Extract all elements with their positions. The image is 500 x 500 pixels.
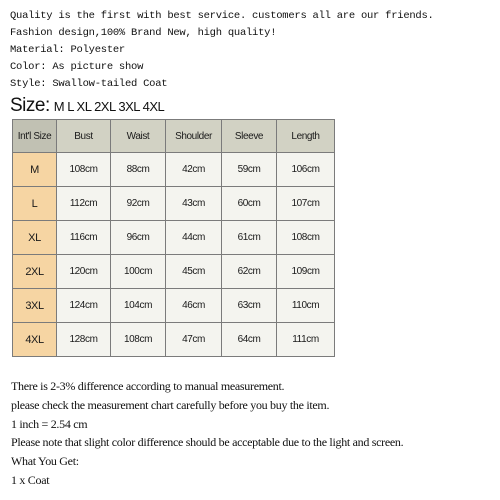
- bust-cell: 128cm: [57, 323, 111, 357]
- table-row: [13, 255, 335, 289]
- waist-cell: 108cm: [111, 323, 166, 357]
- shoulder-cell: 42cm: [166, 153, 222, 187]
- size-cell: XL: [13, 221, 57, 255]
- size-chart-header-row: [13, 120, 335, 153]
- length-cell: 110cm: [277, 289, 335, 323]
- table-row: [13, 153, 335, 187]
- length-cell: 111cm: [277, 323, 335, 357]
- bust-cell: 116cm: [57, 221, 111, 255]
- header-sleeve: Sleeve: [222, 120, 277, 153]
- waist-cell: 100cm: [111, 255, 166, 289]
- waist-cell: 88cm: [111, 153, 166, 187]
- fashion-design-statement: Fashion design,100% Brand New, high quality!: [10, 27, 277, 39]
- size-cell: 4XL: [13, 323, 57, 357]
- size-chart-table: [12, 119, 335, 357]
- bust-cell: 108cm: [57, 153, 111, 187]
- length-cell: 106cm: [277, 153, 335, 187]
- size-heading: [10, 95, 164, 117]
- material-line: Material: Polyester: [10, 44, 125, 56]
- shoulder-cell: 43cm: [166, 187, 222, 221]
- sleeve-cell: 63cm: [222, 289, 277, 323]
- quality-statement: Quality is the first with best service. customers all are our friends.: [10, 10, 434, 22]
- bust-cell: 120cm: [57, 255, 111, 289]
- waist-cell: 104cm: [111, 289, 166, 323]
- style-line: Style: Swallow-tailed Coat: [10, 78, 168, 90]
- sleeve-cell: 60cm: [222, 187, 277, 221]
- shoulder-cell: 46cm: [166, 289, 222, 323]
- color-line: Color: As picture show: [10, 61, 144, 73]
- bust-cell: 124cm: [57, 289, 111, 323]
- header-length: Length: [277, 120, 335, 153]
- package-heading: What You Get:: [11, 454, 79, 469]
- size-label: Size:: [10, 95, 50, 116]
- shoulder-cell: 45cm: [166, 255, 222, 289]
- size-cell: 2XL: [13, 255, 57, 289]
- header-intl-size: Int'l Size: [13, 120, 57, 153]
- header-waist: Waist: [111, 120, 166, 153]
- color-difference-note: Please note that slight color difference should be acceptable due to the light and screen.: [11, 435, 404, 450]
- sleeve-cell: 61cm: [222, 221, 277, 255]
- length-cell: 107cm: [277, 187, 335, 221]
- size-list: M L XL 2XL 3XL 4XL: [53, 99, 165, 114]
- header-bust: Bust: [57, 120, 111, 153]
- header-shoulder: Shoulder: [166, 120, 222, 153]
- table-row: [13, 187, 335, 221]
- bust-cell: 112cm: [57, 187, 111, 221]
- package-contents: 1 x Coat: [11, 472, 50, 487]
- size-cell: L: [13, 187, 57, 221]
- check-chart-note: please check the measurement chart carefully before you buy the item.: [11, 397, 330, 412]
- waist-cell: 92cm: [111, 187, 166, 221]
- sleeve-cell: 64cm: [222, 323, 277, 357]
- waist-cell: 96cm: [111, 221, 166, 255]
- table-row: [13, 323, 335, 357]
- measurement-notes: [11, 377, 497, 490]
- product-description: [10, 8, 490, 93]
- length-cell: 109cm: [277, 255, 335, 289]
- difference-note: There is 2-3% difference according to manual measurement.: [11, 379, 285, 393]
- shoulder-cell: 47cm: [166, 323, 222, 357]
- length-cell: 108cm: [277, 221, 335, 255]
- sleeve-cell: 62cm: [222, 255, 277, 289]
- table-row: [13, 221, 335, 255]
- size-cell: M: [13, 153, 57, 187]
- inch-conversion-note: 1 inch = 2.54 cm: [11, 416, 88, 431]
- shoulder-cell: 44cm: [166, 221, 222, 255]
- size-cell: 3XL: [13, 289, 57, 323]
- table-row: [13, 289, 335, 323]
- sleeve-cell: 59cm: [222, 153, 277, 187]
